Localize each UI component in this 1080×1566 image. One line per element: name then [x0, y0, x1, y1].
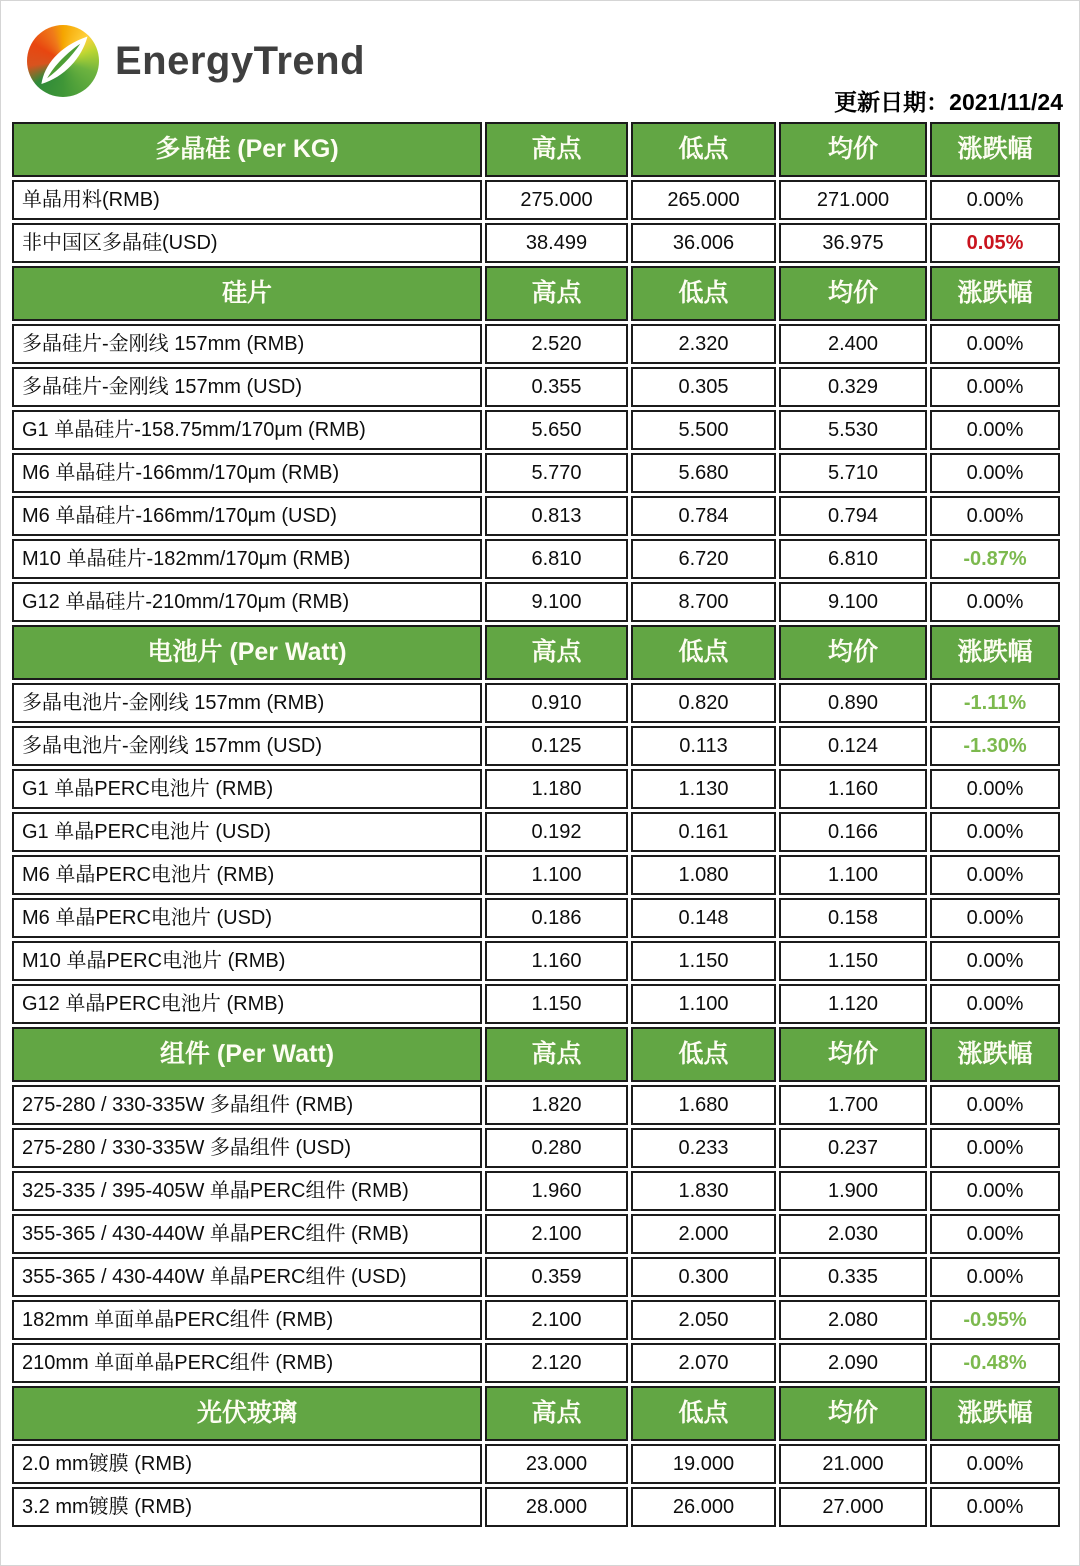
avg-value-cell: 6.810 [779, 539, 927, 579]
product-name-cell: M6 单晶PERC电池片 (USD) [12, 898, 482, 938]
high-value-cell: 0.355 [485, 367, 628, 407]
product-name-cell: 3.2 mm镀膜 (RMB) [12, 1487, 482, 1527]
price-row [12, 223, 1060, 263]
high-value-cell: 5.770 [485, 453, 628, 493]
avg-value-cell: 271.000 [779, 180, 927, 220]
avg-value-cell: 36.975 [779, 223, 927, 263]
change-value-cell: 0.00% [930, 984, 1060, 1024]
high-value-cell: 1.960 [485, 1171, 628, 1211]
page-header [1, 1, 1079, 119]
low-value-cell: 2.000 [631, 1214, 776, 1254]
section-header-row [12, 266, 1060, 321]
column-header: 均价 [779, 1386, 927, 1441]
price-row [12, 1343, 1060, 1383]
high-value-cell: 0.910 [485, 683, 628, 723]
brand [27, 25, 365, 97]
low-value-cell: 2.050 [631, 1300, 776, 1340]
price-row [12, 855, 1060, 895]
high-value-cell: 0.359 [485, 1257, 628, 1297]
low-value-cell: 0.305 [631, 367, 776, 407]
change-value-cell: 0.00% [930, 367, 1060, 407]
high-value-cell: 9.100 [485, 582, 628, 622]
high-value-cell: 0.813 [485, 496, 628, 536]
price-row [12, 1487, 1060, 1527]
high-value-cell: 23.000 [485, 1444, 628, 1484]
update-date: 更新日期：2021/11/24 [834, 89, 1063, 115]
avg-value-cell: 0.158 [779, 898, 927, 938]
low-value-cell: 0.300 [631, 1257, 776, 1297]
product-name-cell: G1 单晶硅片-158.75mm/170μm (RMB) [12, 410, 482, 450]
change-value-cell: 0.00% [930, 1487, 1060, 1527]
change-value-cell: 0.00% [930, 1214, 1060, 1254]
product-name-cell: 非中国区多晶硅(USD) [12, 223, 482, 263]
product-name-cell: M10 单晶硅片-182mm/170μm (RMB) [12, 539, 482, 579]
column-header: 均价 [779, 266, 927, 321]
price-row [12, 683, 1060, 723]
product-name-cell: 单晶用料(RMB) [12, 180, 482, 220]
low-value-cell: 1.680 [631, 1085, 776, 1125]
product-name-cell: G1 单晶PERC电池片 (RMB) [12, 769, 482, 809]
price-row [12, 1128, 1060, 1168]
high-value-cell: 0.186 [485, 898, 628, 938]
product-name-cell: M6 单晶硅片-166mm/170μm (RMB) [12, 453, 482, 493]
change-value-cell: 0.00% [930, 496, 1060, 536]
avg-value-cell: 2.400 [779, 324, 927, 364]
change-value-cell: -0.95% [930, 1300, 1060, 1340]
avg-value-cell: 0.890 [779, 683, 927, 723]
price-row [12, 1444, 1060, 1484]
product-name-cell: 2.0 mm镀膜 (RMB) [12, 1444, 482, 1484]
avg-value-cell: 1.120 [779, 984, 927, 1024]
product-name-cell: 355-365 / 430-440W 单晶PERC组件 (RMB) [12, 1214, 482, 1254]
product-name-cell: 355-365 / 430-440W 单晶PERC组件 (USD) [12, 1257, 482, 1297]
change-value-cell: 0.00% [930, 855, 1060, 895]
low-value-cell: 2.070 [631, 1343, 776, 1383]
product-name-cell: 多晶硅片-金刚线 157mm (RMB) [12, 324, 482, 364]
avg-value-cell: 1.700 [779, 1085, 927, 1125]
product-name-cell: 182mm 单面单晶PERC组件 (RMB) [12, 1300, 482, 1340]
column-header: 涨跌幅 [930, 1027, 1060, 1082]
price-row [12, 496, 1060, 536]
price-row [12, 726, 1060, 766]
product-name-cell: G12 单晶PERC电池片 (RMB) [12, 984, 482, 1024]
price-row [12, 1214, 1060, 1254]
low-value-cell: 0.784 [631, 496, 776, 536]
low-value-cell: 5.500 [631, 410, 776, 450]
change-value-cell: 0.00% [930, 769, 1060, 809]
avg-value-cell: 27.000 [779, 1487, 927, 1527]
high-value-cell: 38.499 [485, 223, 628, 263]
low-value-cell: 0.148 [631, 898, 776, 938]
avg-value-cell: 9.100 [779, 582, 927, 622]
column-header: 高点 [485, 266, 628, 321]
price-row [12, 1171, 1060, 1211]
price-row [12, 1300, 1060, 1340]
column-header: 高点 [485, 122, 628, 177]
price-row [12, 539, 1060, 579]
change-value-cell: 0.00% [930, 812, 1060, 852]
product-name-cell: M10 单晶PERC电池片 (RMB) [12, 941, 482, 981]
low-value-cell: 19.000 [631, 1444, 776, 1484]
high-value-cell: 2.120 [485, 1343, 628, 1383]
price-row [12, 582, 1060, 622]
avg-value-cell: 2.030 [779, 1214, 927, 1254]
column-header: 低点 [631, 1386, 776, 1441]
avg-value-cell: 2.080 [779, 1300, 927, 1340]
change-value-cell: 0.05% [930, 223, 1060, 263]
high-value-cell: 2.100 [485, 1214, 628, 1254]
product-name-cell: M6 单晶PERC电池片 (RMB) [12, 855, 482, 895]
avg-value-cell: 5.710 [779, 453, 927, 493]
change-value-cell: 0.00% [930, 941, 1060, 981]
low-value-cell: 5.680 [631, 453, 776, 493]
column-header: 均价 [779, 1027, 927, 1082]
price-table-body [12, 122, 1060, 1527]
low-value-cell: 1.830 [631, 1171, 776, 1211]
avg-value-cell: 0.166 [779, 812, 927, 852]
price-row [12, 367, 1060, 407]
high-value-cell: 6.810 [485, 539, 628, 579]
product-name-cell: M6 单晶硅片-166mm/170μm (USD) [12, 496, 482, 536]
section-title: 组件 (Per Watt) [12, 1027, 482, 1082]
high-value-cell: 1.180 [485, 769, 628, 809]
price-table [9, 119, 1063, 1530]
low-value-cell: 6.720 [631, 539, 776, 579]
avg-value-cell: 5.530 [779, 410, 927, 450]
change-value-cell: 0.00% [930, 180, 1060, 220]
column-header: 高点 [485, 625, 628, 680]
avg-value-cell: 1.100 [779, 855, 927, 895]
high-value-cell: 1.160 [485, 941, 628, 981]
high-value-cell: 0.280 [485, 1128, 628, 1168]
low-value-cell: 0.113 [631, 726, 776, 766]
column-header: 涨跌幅 [930, 266, 1060, 321]
column-header: 低点 [631, 625, 776, 680]
change-value-cell: 0.00% [930, 1085, 1060, 1125]
section-header-row [12, 122, 1060, 177]
low-value-cell: 1.130 [631, 769, 776, 809]
avg-value-cell: 21.000 [779, 1444, 927, 1484]
product-name-cell: 多晶硅片-金刚线 157mm (USD) [12, 367, 482, 407]
product-name-cell: 275-280 / 330-335W 多晶组件 (USD) [12, 1128, 482, 1168]
product-name-cell: G12 单晶硅片-210mm/170μm (RMB) [12, 582, 482, 622]
section-title: 电池片 (Per Watt) [12, 625, 482, 680]
high-value-cell: 1.100 [485, 855, 628, 895]
low-value-cell: 1.100 [631, 984, 776, 1024]
low-value-cell: 2.320 [631, 324, 776, 364]
avg-value-cell: 0.335 [779, 1257, 927, 1297]
energytrend-leaf-logo-icon [27, 25, 99, 97]
avg-value-cell: 2.090 [779, 1343, 927, 1383]
low-value-cell: 8.700 [631, 582, 776, 622]
low-value-cell: 36.006 [631, 223, 776, 263]
low-value-cell: 265.000 [631, 180, 776, 220]
section-title: 多晶硅 (Per KG) [12, 122, 482, 177]
brand-name: EnergyTrend [115, 38, 366, 83]
product-name-cell: 多晶电池片-金刚线 157mm (USD) [12, 726, 482, 766]
low-value-cell: 1.150 [631, 941, 776, 981]
low-value-cell: 0.233 [631, 1128, 776, 1168]
price-row [12, 941, 1060, 981]
low-value-cell: 26.000 [631, 1487, 776, 1527]
price-row [12, 1257, 1060, 1297]
section-header-row [12, 625, 1060, 680]
product-name-cell: 275-280 / 330-335W 多晶组件 (RMB) [12, 1085, 482, 1125]
column-header: 低点 [631, 122, 776, 177]
section-title: 硅片 [12, 266, 482, 321]
column-header: 涨跌幅 [930, 122, 1060, 177]
change-value-cell: 0.00% [930, 324, 1060, 364]
avg-value-cell: 0.124 [779, 726, 927, 766]
product-name-cell: G1 单晶PERC电池片 (USD) [12, 812, 482, 852]
column-header: 涨跌幅 [930, 1386, 1060, 1441]
change-value-cell: -0.87% [930, 539, 1060, 579]
high-value-cell: 1.150 [485, 984, 628, 1024]
change-value-cell: 0.00% [930, 1171, 1060, 1211]
change-value-cell: -1.30% [930, 726, 1060, 766]
price-row [12, 410, 1060, 450]
avg-value-cell: 1.900 [779, 1171, 927, 1211]
avg-value-cell: 0.329 [779, 367, 927, 407]
change-value-cell: 0.00% [930, 453, 1060, 493]
avg-value-cell: 1.160 [779, 769, 927, 809]
change-value-cell: -0.48% [930, 1343, 1060, 1383]
high-value-cell: 5.650 [485, 410, 628, 450]
high-value-cell: 2.520 [485, 324, 628, 364]
price-row [12, 812, 1060, 852]
price-row [12, 898, 1060, 938]
high-value-cell: 1.820 [485, 1085, 628, 1125]
column-header: 低点 [631, 1027, 776, 1082]
product-name-cell: 210mm 单面单晶PERC组件 (RMB) [12, 1343, 482, 1383]
avg-value-cell: 0.237 [779, 1128, 927, 1168]
change-value-cell: -1.11% [930, 683, 1060, 723]
avg-value-cell: 0.794 [779, 496, 927, 536]
product-name-cell: 多晶电池片-金刚线 157mm (RMB) [12, 683, 482, 723]
price-row [12, 984, 1060, 1024]
product-name-cell: 325-335 / 395-405W 单晶PERC组件 (RMB) [12, 1171, 482, 1211]
low-value-cell: 1.080 [631, 855, 776, 895]
high-value-cell: 0.192 [485, 812, 628, 852]
column-header: 低点 [631, 266, 776, 321]
column-header: 均价 [779, 122, 927, 177]
column-header: 均价 [779, 625, 927, 680]
column-header: 高点 [485, 1027, 628, 1082]
price-row [12, 769, 1060, 809]
column-header: 涨跌幅 [930, 625, 1060, 680]
price-row [12, 1085, 1060, 1125]
price-row [12, 453, 1060, 493]
section-header-row [12, 1027, 1060, 1082]
price-row [12, 324, 1060, 364]
change-value-cell: 0.00% [930, 410, 1060, 450]
low-value-cell: 0.820 [631, 683, 776, 723]
low-value-cell: 0.161 [631, 812, 776, 852]
change-value-cell: 0.00% [930, 898, 1060, 938]
high-value-cell: 28.000 [485, 1487, 628, 1527]
avg-value-cell: 1.150 [779, 941, 927, 981]
change-value-cell: 0.00% [930, 1257, 1060, 1297]
section-title: 光伏玻璃 [12, 1386, 482, 1441]
change-value-cell: 0.00% [930, 1128, 1060, 1168]
section-header-row [12, 1386, 1060, 1441]
change-value-cell: 0.00% [930, 582, 1060, 622]
price-row [12, 180, 1060, 220]
high-value-cell: 275.000 [485, 180, 628, 220]
change-value-cell: 0.00% [930, 1444, 1060, 1484]
column-header: 高点 [485, 1386, 628, 1441]
high-value-cell: 0.125 [485, 726, 628, 766]
high-value-cell: 2.100 [485, 1300, 628, 1340]
